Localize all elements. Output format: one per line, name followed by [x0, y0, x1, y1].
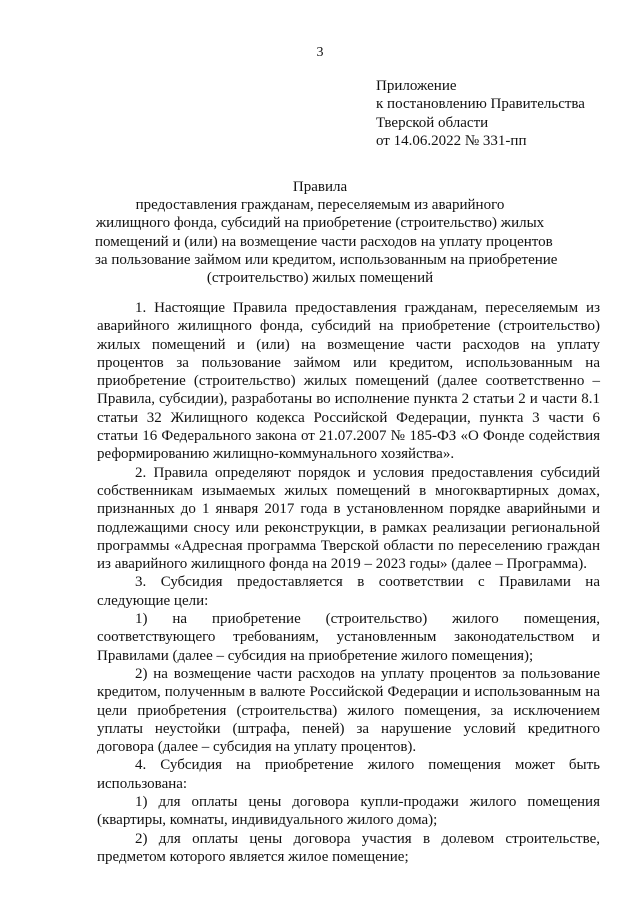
appendix-line: к постановлению Правительства: [376, 96, 585, 113]
title-line: жилищного фонда, субсидий на приобретение (строительство) жилых: [95, 215, 545, 232]
paragraph-3-item-1: 1) на приобретение (строительство) жилого помещения, соответствующего требованиям, установленным законодательством и Правилами (далее – субсидия на приобретение жилого помещения);: [97, 611, 600, 664]
title-line: за пользование займом или кредитом, использованным на приобретение: [95, 251, 558, 268]
appendix-block: [376, 77, 585, 150]
paragraph-4-item-1: 1) для оплаты цены договора купли-продажи жилого помещения (квартиры, комнаты, индивидуального жилого дома);: [97, 794, 600, 829]
document-title: [95, 178, 558, 287]
appendix-line: Тверской области: [376, 114, 489, 131]
page-number: 3: [316, 45, 324, 60]
paragraph-4-item-2: 2) для оплаты цены договора участия в долевом строительстве, предметом которого является жилое помещение;: [97, 830, 600, 865]
appendix-line: Приложение: [376, 78, 457, 94]
title-line: помещений и (или) на возмещение части расходов на уплату процентов: [95, 233, 553, 250]
paragraph-1: 1. Настоящие Правила предоставления гражданам, переселяемым из аварийного жилищного фонда, субсидий на приобретение (строительство) жилых помещений и (или) на возмещение части расходов на уплату процентов за пользование займом или кредитом, использованным на приобретение (строительство) жилых помещений (далее соответственно – Правила, субсидии), разработаны во исполнение пункта 2 статьи 2 и части 8.1 статьи 32 Жилищного кодекса Российской Федерации, пункта 3 части 6 статьи 16 Федерального закона от 21.07.2007 № 185-ФЗ «О Фонде содействия реформированию жилищно-коммунального хозяйства».: [97, 300, 600, 463]
title-heading: Правила: [292, 179, 348, 195]
paragraph-4: 4. Субсидия на приобретение жилого помещения может быть использована:: [97, 757, 600, 792]
title-line: (строительство) жилых помещений: [206, 270, 434, 287]
appendix-line: от 14.06.2022 № 331-пп: [376, 132, 527, 149]
paragraph-3-item-2: 2) на возмещение части расходов на уплату процентов за пользование кредитом, полученным в валюте Российской Федерации и использованным на цели приобретения (строительства) жилого помещения, за исключением уплаты неустойки (штрафа, пеней) за нарушение условий кредитного договора (далее – субсидия на уплату процентов).: [97, 665, 600, 756]
document-body: [97, 299, 600, 866]
paragraph-2: 2. Правила определяют порядок и условия предоставления субсидий собственникам изымаемых жилых помещений в многоквартирных домах, признанных до 1 января 2017 года в установленном порядке аварийными и подлежащими сносу или реконструкции, в рамках реализации региональной программы «Адресная программа Тверской области по переселению граждан из аварийного жилищного фонда на 2019 – 2023 годы» (далее – Программа).: [97, 464, 600, 573]
title-line: предоставления гражданам, переселяемым из аварийного: [135, 197, 505, 214]
paragraph-3: 3. Субсидия предоставляется в соответствии с Правилами на следующие цели:: [97, 574, 600, 609]
